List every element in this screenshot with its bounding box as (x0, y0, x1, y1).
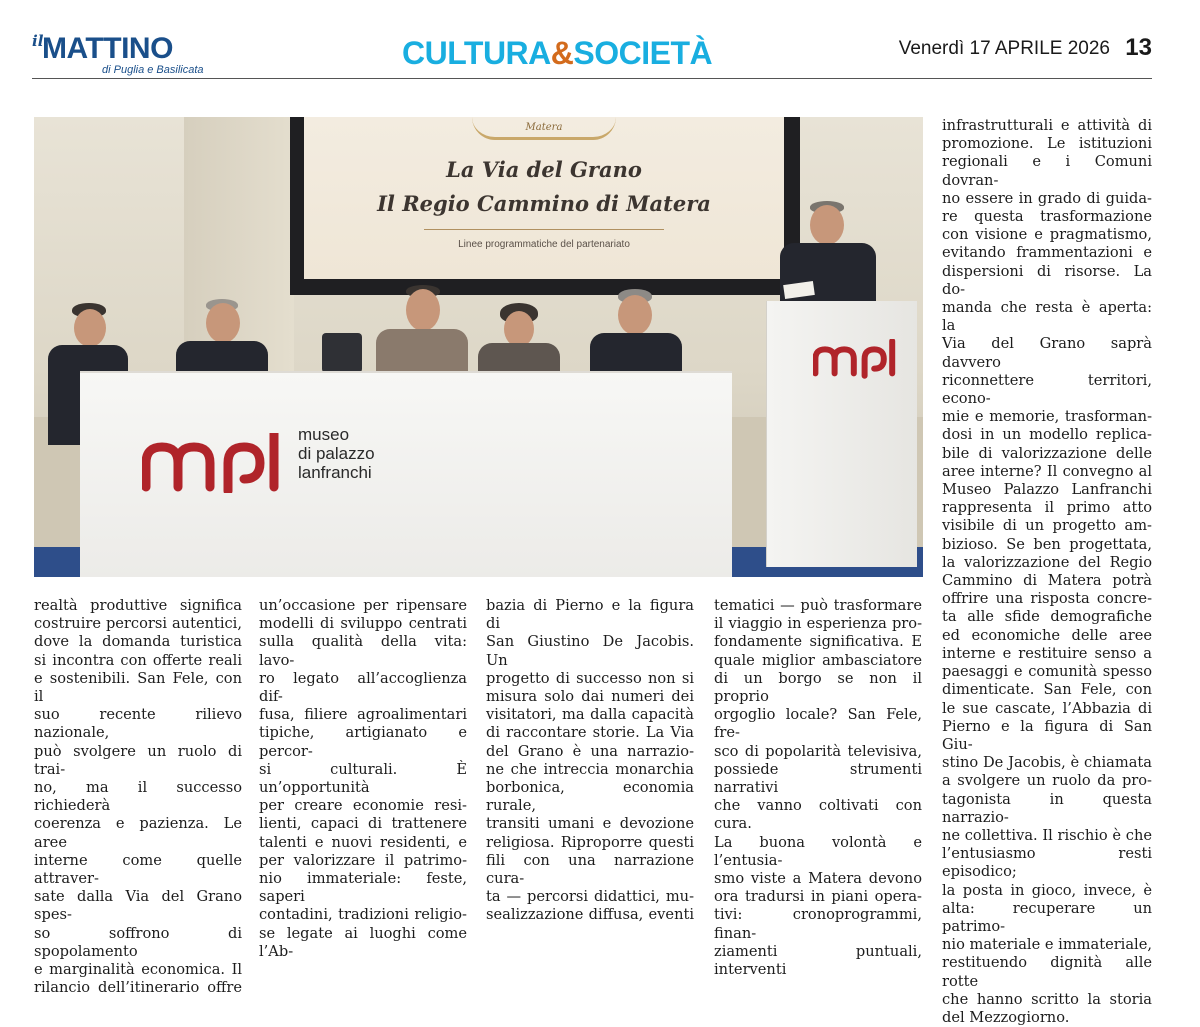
screen-subtitle: Linee programmatiche del partenariato (458, 239, 630, 250)
article-line: ro legato all’accoglienza dif- (259, 669, 467, 706)
article-line: la posta in gioco, invece, è (942, 881, 1152, 899)
museum-name (298, 425, 375, 482)
article-line: no, ma il successo richiederà (34, 779, 242, 815)
article-line: bizioso. Se ben progettata, (942, 535, 1152, 553)
article-line: ne collettiva. Il rischio è che (942, 826, 1152, 844)
article-line: paesaggi e comunità spesso (942, 663, 1152, 681)
issue-date: Venerdì 17 APRILE 2026 (898, 38, 1110, 59)
article-line: sco di popolarità televisiva, (714, 742, 922, 760)
article-line: dosi in un modello replica- (942, 426, 1152, 444)
article-line: orgoglio locale? San Fele, fre- (714, 706, 922, 742)
article-line: infrastrutturali e attività di (942, 117, 1152, 134)
article-line: ora tradursi in piani opera- (714, 888, 922, 906)
article-line: regionali e i Comuni dovran- (942, 153, 1152, 189)
panelist-4 (478, 303, 560, 375)
article-line: aree interne? Il convegno al (942, 462, 1152, 480)
screen-title-line1: La Via del Grano (446, 157, 642, 182)
article-line: modelli di sviluppo centrati (259, 615, 467, 633)
logo-prefix: il (32, 32, 44, 50)
article-line: misura solo dai numeri dei (486, 688, 694, 706)
article-line: offrire una risposta concre- (942, 590, 1152, 608)
article-line: Museo Palazzo Lanfranchi (942, 481, 1152, 499)
museum-name-line1: museo (298, 425, 350, 444)
article-line: costruire percorsi autentici, (34, 615, 242, 633)
masthead-rule (32, 78, 1152, 79)
article-line: se legate ai luoghi come l’Ab- (259, 924, 467, 960)
article-line: il viaggio in esperienza pro- (714, 615, 922, 633)
article-line: a svolgere un ruolo da pro- (942, 772, 1152, 790)
panelist-3 (376, 285, 468, 375)
article-line: può svolgere un ruolo di trai- (34, 742, 242, 778)
section-title-ampersand: & (550, 35, 574, 71)
museum-name-line3: lanfranchi (298, 463, 372, 482)
article-line: lienti, capaci di trattenere (259, 815, 467, 833)
article-line: manda che resta è aperta: la (942, 299, 1152, 335)
article-line: fusa, filiere agroalimentari (259, 706, 467, 724)
newspaper-logo[interactable] (32, 32, 222, 78)
screen-title-line2: Il Regio Cammino di Matera (377, 191, 711, 216)
article-line: sate dalla Via del Grano spes- (34, 888, 242, 924)
article-line: re questa trasformazione (942, 208, 1152, 226)
article-line: di un borgo se non il proprio (714, 669, 922, 706)
article-line: progetto di successo non si (486, 669, 694, 687)
article-line: alta: recuperare un patrimo- (942, 899, 1152, 935)
article-line: nio materiale e immateriale, (942, 936, 1152, 954)
article-line: visibile di un progetto am- (942, 517, 1152, 535)
panelist-5 (590, 289, 682, 375)
article-line: promozione. Le istituzioni (942, 135, 1152, 153)
conference-photo (34, 117, 923, 577)
chair (322, 333, 362, 373)
article-line: San Giustino De Jacobis. Un (486, 633, 694, 669)
article-line: suo recente rilievo nazionale, (34, 706, 242, 742)
article-line: la valorizzazione del Regio (942, 553, 1152, 571)
article-line: ne che intreccia monarchia (486, 760, 694, 778)
article-line: smo viste a Matera devono (714, 870, 922, 888)
museum-name-line2: di palazzo (298, 444, 375, 463)
article-line: ta — percorsi didattici, mu- (486, 888, 694, 906)
article-column-4 (714, 597, 922, 979)
article-line: dispersioni di risorse. La do- (942, 262, 1152, 298)
article-line: stino De Jacobis, è chiamata (942, 754, 1152, 772)
article-line: le sue cascate, l’Abbazia di (942, 699, 1152, 717)
article-line: sulla qualità della vita: lavo- (259, 633, 467, 669)
logo-subtitle: di Puglia e Basilicata (102, 64, 204, 76)
article-line: del Grano è una narrazio- (486, 742, 694, 760)
article-line: mie e memorie, trasforman- (942, 408, 1152, 426)
article-line: sealizzazione diffusa, eventi (486, 906, 694, 924)
article-column-2 (259, 597, 467, 961)
article-line: Cammino di Matera potrà (942, 572, 1152, 590)
article-line: Pierno e la figura di San Giu- (942, 717, 1152, 753)
article-line: religiosa. Riproporre questi (486, 833, 694, 851)
article-line: e sostenibili. San Fele, con il (34, 669, 242, 706)
article-line: Via del Grano saprà davvero (942, 335, 1152, 371)
article-line: per creare economie resi- (259, 797, 467, 815)
masthead (32, 30, 1152, 80)
article-line: si incontra con offerte reali (34, 651, 242, 669)
lectern (766, 301, 917, 567)
article-line: riconnettere territori, econo- (942, 371, 1152, 408)
article-line: quale miglior ambasciatore (714, 651, 922, 669)
article-line: un’occasione per ripensare (259, 597, 467, 614)
article-line: tivi: cronoprogrammi, finan- (714, 906, 922, 942)
article-line: tipiche, artigianato e percor- (259, 724, 467, 760)
article-line: transiti umani e devozione (486, 815, 694, 833)
article-line: evitando frammentazioni e (942, 244, 1152, 262)
article-line: per valorizzare il patrimo- (259, 851, 467, 869)
article-line: interne e restituire senso a (942, 644, 1152, 662)
article-line: contadini, tradizioni religio- (259, 906, 467, 924)
article-column-1 (34, 597, 242, 997)
section-title (402, 34, 712, 72)
article-line: dimenticate. San Fele, con (942, 681, 1152, 699)
article-line: visitatori, ma dalla capacità (486, 706, 694, 724)
article-line: ed economiche delle aree (942, 626, 1152, 644)
article-line: del Mezzogiorno. (942, 1008, 1070, 1026)
section-title-part2: SOCIETÀ (573, 35, 713, 71)
article-line: ziamenti puntuali, interventi (714, 942, 922, 979)
article-line: borbonica, economia rurale, (486, 779, 694, 815)
article-line: tagonista in questa narrazio- (942, 790, 1152, 826)
article-line: possiede strumenti narrativi (714, 760, 922, 797)
screen-divider (424, 229, 664, 230)
article-line: restituendo dignità alle rotte (942, 954, 1152, 990)
article-line: dove la domanda turistica (34, 633, 242, 651)
article-column-5 (942, 117, 1152, 1027)
article-line: bile di valorizzazione delle (942, 444, 1152, 462)
article-line: che vanno coltivati con cura. (714, 797, 922, 833)
article-line: rilancio dell’itinerario offre (34, 979, 242, 997)
article-line: coerenza e pazienza. Le aree (34, 815, 242, 851)
article-line: realtà produttive significa (34, 597, 242, 614)
screen-label: Matera (525, 122, 563, 133)
article-line: La buona volontà e l’entusia- (714, 833, 922, 869)
article-line: che hanno scritto la storia (942, 990, 1152, 1008)
article-line: fili con una narrazione cura- (486, 851, 694, 888)
logo-title: MATTINO (42, 32, 173, 65)
article-line: ta alle sfide demografiche (942, 608, 1152, 626)
projection-screen (304, 117, 784, 279)
article-line: interne come quelle attraver- (34, 851, 242, 888)
article-line: con visione e pragmatismo, (942, 226, 1152, 244)
panel-desk (80, 371, 732, 577)
article-line: si culturali. È un’opportunità (259, 760, 467, 797)
article-line: nio immateriale: feste, saperi (259, 870, 467, 906)
page-number: 13 (1125, 34, 1152, 61)
mpl-logo-icon (813, 339, 897, 379)
mpl-logo-icon (142, 433, 282, 493)
article-line: bazia di Pierno e la figura di (486, 597, 694, 633)
article-line: no essere in grado di guida- (942, 189, 1152, 207)
article-line: e marginalità economica. Il (34, 961, 242, 979)
section-title-part1: CULTURA (402, 35, 551, 71)
article-line: l’entusiasmo resti episodico; (942, 845, 1152, 881)
article-line: fondamente significativa. E (714, 633, 922, 651)
article-line: rappresenta il primo atto (942, 499, 1152, 517)
article-line: so soffrono di spopolamento (34, 924, 242, 960)
article-column-3 (486, 597, 694, 925)
article-line: tematici — può trasformare (714, 597, 922, 614)
article-line: talenti e nuovi residenti, e (259, 833, 467, 851)
article-line: di raccontare storie. La Via (486, 724, 694, 742)
